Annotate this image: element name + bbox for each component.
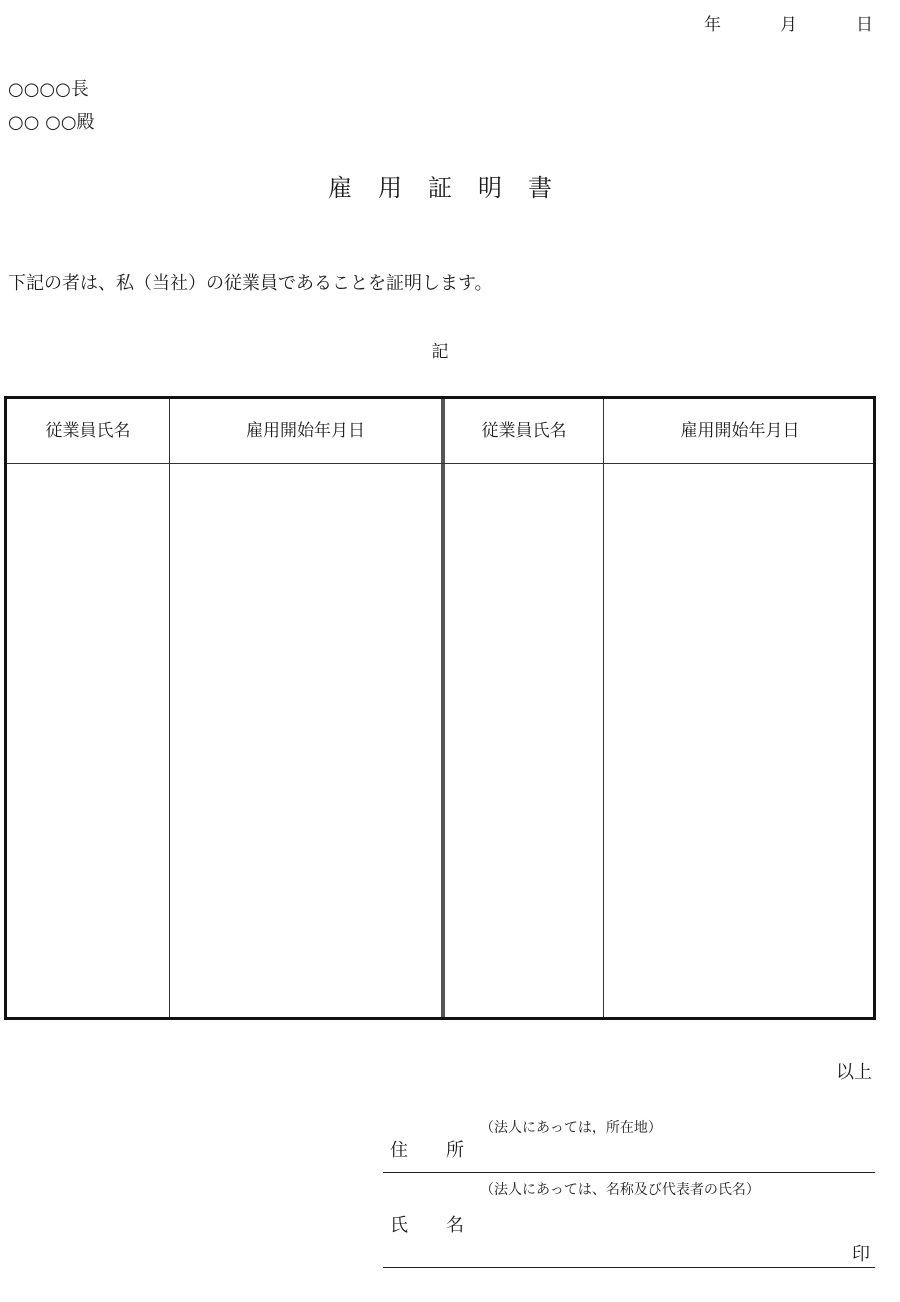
name-label: 氏: [390, 1215, 408, 1236]
name-label: 名: [446, 1215, 464, 1236]
address-label: 所: [446, 1140, 464, 1161]
date-day-label: 日: [856, 15, 873, 35]
addressee-organization: ○○○○長: [8, 79, 89, 100]
table-column-divider: [169, 399, 170, 1017]
address-underline: [383, 1172, 875, 1173]
address-label: 住: [390, 1140, 408, 1161]
document-title: 雇用証明書: [328, 174, 578, 202]
table-center-divider: [441, 399, 445, 1017]
employee-table: [4, 396, 876, 1020]
date-year-label: 年: [704, 15, 721, 35]
table-column-divider: [603, 399, 604, 1017]
table-header-employment-start-date: 雇用開始年月日: [680, 421, 800, 441]
table-header-employment-start-date: 雇用開始年月日: [246, 421, 365, 441]
table-header-divider: [7, 463, 873, 464]
closing-text: 以上: [836, 1062, 872, 1083]
name-note: （法人にあっては、名称及び代表者の氏名）: [480, 1182, 760, 1198]
address-note: （法人にあっては，所在地）: [480, 1120, 662, 1136]
addressee-name: ○○ ○○殿: [8, 112, 95, 133]
seal-mark: 印: [852, 1244, 870, 1265]
certification-statement: 下記の者は、私（当社）の従業員であることを証明します。: [8, 273, 493, 294]
name-underline: [383, 1267, 875, 1268]
table-header-employee-name: 従業員氏名: [45, 421, 131, 441]
table-header-employee-name: 従業員氏名: [481, 421, 567, 441]
ki-heading: 記: [431, 342, 449, 362]
date-month-label: 月: [780, 15, 797, 35]
